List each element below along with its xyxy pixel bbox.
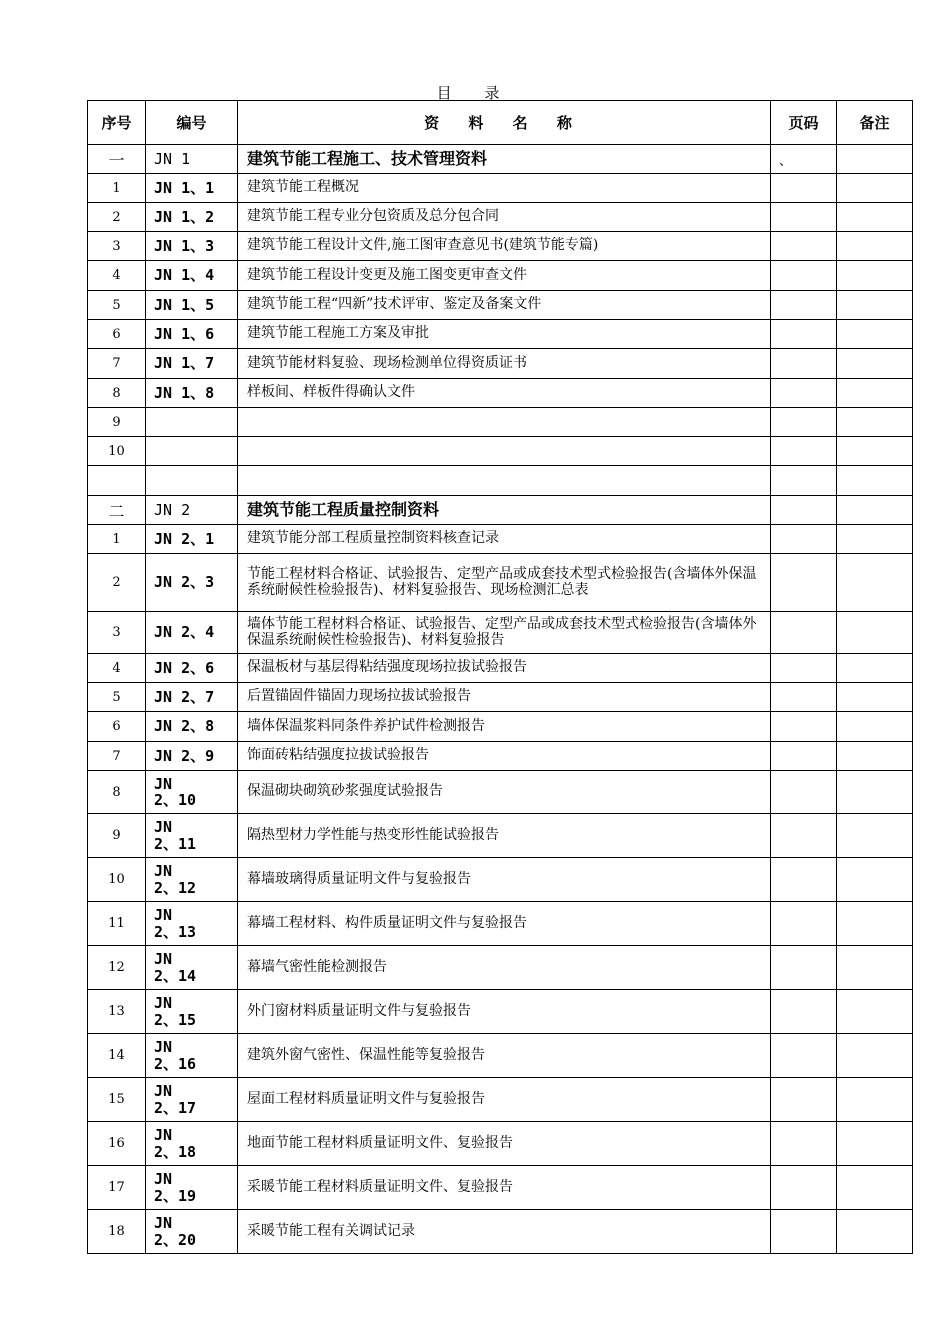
row-page [771, 858, 837, 902]
table-row [88, 1034, 913, 1078]
row-page [771, 742, 837, 771]
row-name [238, 408, 771, 437]
row-seq: 7 [88, 349, 146, 379]
row-code [146, 466, 238, 496]
row-code: JN 2、10 [146, 771, 238, 814]
row-seq: 一 [88, 145, 146, 174]
row-name: 建筑节能工程“四新”技术评审、鉴定及备案文件 [238, 291, 771, 320]
row-name: 建筑节能材料复验、现场检测单位得资质证书 [238, 349, 771, 379]
row-code: JN 1、8 [146, 379, 238, 408]
row-note [837, 946, 913, 990]
row-code: JN 2、9 [146, 742, 238, 771]
table-row [88, 554, 913, 612]
row-note [837, 174, 913, 203]
row-code: JN 1、7 [146, 349, 238, 379]
row-code: JN 1 [146, 145, 238, 174]
table-row [88, 320, 913, 349]
table-row [88, 771, 913, 814]
row-seq: 9 [88, 814, 146, 858]
row-page [771, 554, 837, 612]
row-name: 隔热型材力学性能与热变形性能试验报告 [238, 814, 771, 858]
row-page [771, 654, 837, 683]
row-seq: 11 [88, 902, 146, 946]
row-seq: 1 [88, 525, 146, 554]
table-row [88, 174, 913, 203]
contents-body [88, 145, 913, 1254]
row-name: 采暖节能工程有关调试记录 [238, 1210, 771, 1254]
row-page [771, 712, 837, 742]
row-code: JN 2、11 [146, 814, 238, 858]
row-seq: 8 [88, 771, 146, 814]
row-page [771, 496, 837, 525]
row-page [771, 320, 837, 349]
row-name: 建筑节能工程质量控制资料 [238, 496, 771, 525]
header-name: 资 料 名 称 [238, 101, 771, 145]
row-note [837, 145, 913, 174]
table-row [88, 261, 913, 291]
row-note [837, 349, 913, 379]
row-code: JN 2、7 [146, 683, 238, 712]
row-note [837, 1210, 913, 1254]
row-name: 建筑节能工程专业分包资质及总分包合同 [238, 203, 771, 232]
row-page [771, 379, 837, 408]
row-name: 幕墙玻璃得质量证明文件与复验报告 [238, 858, 771, 902]
row-code: JN 2、14 [146, 946, 238, 990]
row-page: 、 [771, 145, 837, 174]
row-name: 采暖节能工程材料质量证明文件、复验报告 [238, 1166, 771, 1210]
table-row [88, 712, 913, 742]
row-note [837, 379, 913, 408]
row-note [837, 496, 913, 525]
row-seq: 8 [88, 379, 146, 408]
row-seq: 7 [88, 742, 146, 771]
table-row [88, 291, 913, 320]
row-note [837, 612, 913, 654]
table-row [88, 466, 913, 496]
row-note [837, 990, 913, 1034]
row-name [238, 466, 771, 496]
row-seq: 1 [88, 174, 146, 203]
row-code: JN 2、12 [146, 858, 238, 902]
section-row [88, 496, 913, 525]
table-row [88, 946, 913, 990]
document-title: 目 录 [436, 84, 514, 102]
row-name: 建筑节能工程施工方案及审批 [238, 320, 771, 349]
table-row [88, 232, 913, 261]
row-name: 幕墙工程材料、构件质量证明文件与复验报告 [238, 902, 771, 946]
row-name: 建筑外窗气密性、保温性能等复验报告 [238, 1034, 771, 1078]
row-note [837, 1166, 913, 1210]
row-seq: 18 [88, 1210, 146, 1254]
row-page [771, 261, 837, 291]
row-seq: 5 [88, 291, 146, 320]
row-page [771, 814, 837, 858]
row-page [771, 1034, 837, 1078]
row-seq: 3 [88, 232, 146, 261]
row-page [771, 683, 837, 712]
contents-table [87, 100, 913, 1254]
row-name: 建筑节能工程设计文件,施工图审查意见书(建筑节能专篇) [238, 232, 771, 261]
row-seq: 6 [88, 320, 146, 349]
header-note: 备注 [837, 101, 913, 145]
table-row [88, 1166, 913, 1210]
table-row [88, 990, 913, 1034]
row-note [837, 203, 913, 232]
table-row [88, 349, 913, 379]
row-code: JN 2、16 [146, 1034, 238, 1078]
table-row [88, 612, 913, 654]
row-note [837, 232, 913, 261]
row-note [837, 683, 913, 712]
row-name: 建筑节能工程设计变更及施工图变更审查文件 [238, 261, 771, 291]
row-page [771, 1210, 837, 1254]
row-code: JN 2、18 [146, 1122, 238, 1166]
row-note [837, 261, 913, 291]
row-name: 建筑节能工程概况 [238, 174, 771, 203]
header-row [88, 101, 913, 145]
row-name: 墙体保温浆料同条件养护试件检测报告 [238, 712, 771, 742]
table-row [88, 654, 913, 683]
row-note [837, 320, 913, 349]
row-page [771, 408, 837, 437]
row-code: JN 1、6 [146, 320, 238, 349]
row-seq: 15 [88, 1078, 146, 1122]
header-page: 页码 [771, 101, 837, 145]
row-page [771, 466, 837, 496]
row-seq [88, 466, 146, 496]
row-note [837, 466, 913, 496]
row-page [771, 232, 837, 261]
row-seq: 9 [88, 408, 146, 437]
row-name: 保温板材与基层得粘结强度现场拉拔试验报告 [238, 654, 771, 683]
row-note [837, 525, 913, 554]
row-seq: 10 [88, 437, 146, 466]
row-code [146, 408, 238, 437]
table-row [88, 858, 913, 902]
table-row [88, 1122, 913, 1166]
header-code: 编号 [146, 101, 238, 145]
row-code: JN 2、1 [146, 525, 238, 554]
table-row [88, 1210, 913, 1254]
row-code: JN 2、3 [146, 554, 238, 612]
row-note [837, 554, 913, 612]
row-name: 屋面工程材料质量证明文件与复验报告 [238, 1078, 771, 1122]
row-name: 墙体节能工程材料合格证、试验报告、定型产品或成套技术型式检验报告(含墙体外保温系统耐候性检验报告)、材料复验报告 [238, 612, 771, 654]
row-note [837, 902, 913, 946]
table-row [88, 1078, 913, 1122]
row-code: JN 2、19 [146, 1166, 238, 1210]
row-seq: 5 [88, 683, 146, 712]
row-seq: 17 [88, 1166, 146, 1210]
section-row [88, 145, 913, 174]
row-seq: 3 [88, 612, 146, 654]
row-note [837, 408, 913, 437]
table-row [88, 525, 913, 554]
row-page [771, 612, 837, 654]
row-note [837, 654, 913, 683]
row-code: JN 2、6 [146, 654, 238, 683]
row-page [771, 291, 837, 320]
row-page [771, 1078, 837, 1122]
table-row [88, 683, 913, 712]
row-code [146, 437, 238, 466]
row-note [837, 1122, 913, 1166]
row-note [837, 437, 913, 466]
row-seq: 16 [88, 1122, 146, 1166]
row-code: JN 2、8 [146, 712, 238, 742]
row-code: JN 2、20 [146, 1210, 238, 1254]
row-name: 外门窗材料质量证明文件与复验报告 [238, 990, 771, 1034]
row-seq: 2 [88, 554, 146, 612]
row-page [771, 174, 837, 203]
row-page [771, 990, 837, 1034]
row-note [837, 1078, 913, 1122]
row-seq: 6 [88, 712, 146, 742]
row-code: JN 1、2 [146, 203, 238, 232]
table-row [88, 902, 913, 946]
row-name: 幕墙气密性能检测报告 [238, 946, 771, 990]
row-seq: 4 [88, 654, 146, 683]
row-name: 后置锚固件锚固力现场拉拔试验报告 [238, 683, 771, 712]
row-seq: 10 [88, 858, 146, 902]
row-note [837, 814, 913, 858]
table-row [88, 379, 913, 408]
table-row [88, 408, 913, 437]
row-page [771, 525, 837, 554]
row-seq: 13 [88, 990, 146, 1034]
row-code: JN 2、15 [146, 990, 238, 1034]
row-name: 建筑节能分部工程质量控制资料核查记录 [238, 525, 771, 554]
row-code: JN 1、4 [146, 261, 238, 291]
table-row [88, 814, 913, 858]
row-code: JN 2 [146, 496, 238, 525]
row-seq: 二 [88, 496, 146, 525]
row-name: 地面节能工程材料质量证明文件、复验报告 [238, 1122, 771, 1166]
row-page [771, 437, 837, 466]
row-code: JN 1、3 [146, 232, 238, 261]
row-note [837, 771, 913, 814]
row-name: 样板间、样板件得确认文件 [238, 379, 771, 408]
row-seq: 12 [88, 946, 146, 990]
table-row [88, 437, 913, 466]
row-page [771, 946, 837, 990]
row-seq: 4 [88, 261, 146, 291]
row-name: 建筑节能工程施工、技术管理资料 [238, 145, 771, 174]
row-seq: 14 [88, 1034, 146, 1078]
row-note [837, 291, 913, 320]
row-note [837, 712, 913, 742]
row-name [238, 437, 771, 466]
row-name: 饰面砖粘结强度拉拔试验报告 [238, 742, 771, 771]
row-note [837, 858, 913, 902]
row-page [771, 902, 837, 946]
row-page [771, 771, 837, 814]
table-row [88, 203, 913, 232]
row-page [771, 1166, 837, 1210]
row-code: JN 2、13 [146, 902, 238, 946]
row-note [837, 742, 913, 771]
row-name: 保温砌块砌筑砂浆强度试验报告 [238, 771, 771, 814]
row-code: JN 1、5 [146, 291, 238, 320]
row-page [771, 349, 837, 379]
header-seq: 序号 [88, 101, 146, 145]
row-code: JN 2、17 [146, 1078, 238, 1122]
table-row [88, 742, 913, 771]
row-page [771, 203, 837, 232]
row-page [771, 1122, 837, 1166]
row-note [837, 1034, 913, 1078]
row-code: JN 2、4 [146, 612, 238, 654]
row-seq: 2 [88, 203, 146, 232]
row-code: JN 1、1 [146, 174, 238, 203]
row-name: 节能工程材料合格证、试验报告、定型产品或成套技术型式检验报告(含墙体外保温系统耐候性检验报告)、材料复验报告、现场检测汇总表 [238, 554, 771, 612]
